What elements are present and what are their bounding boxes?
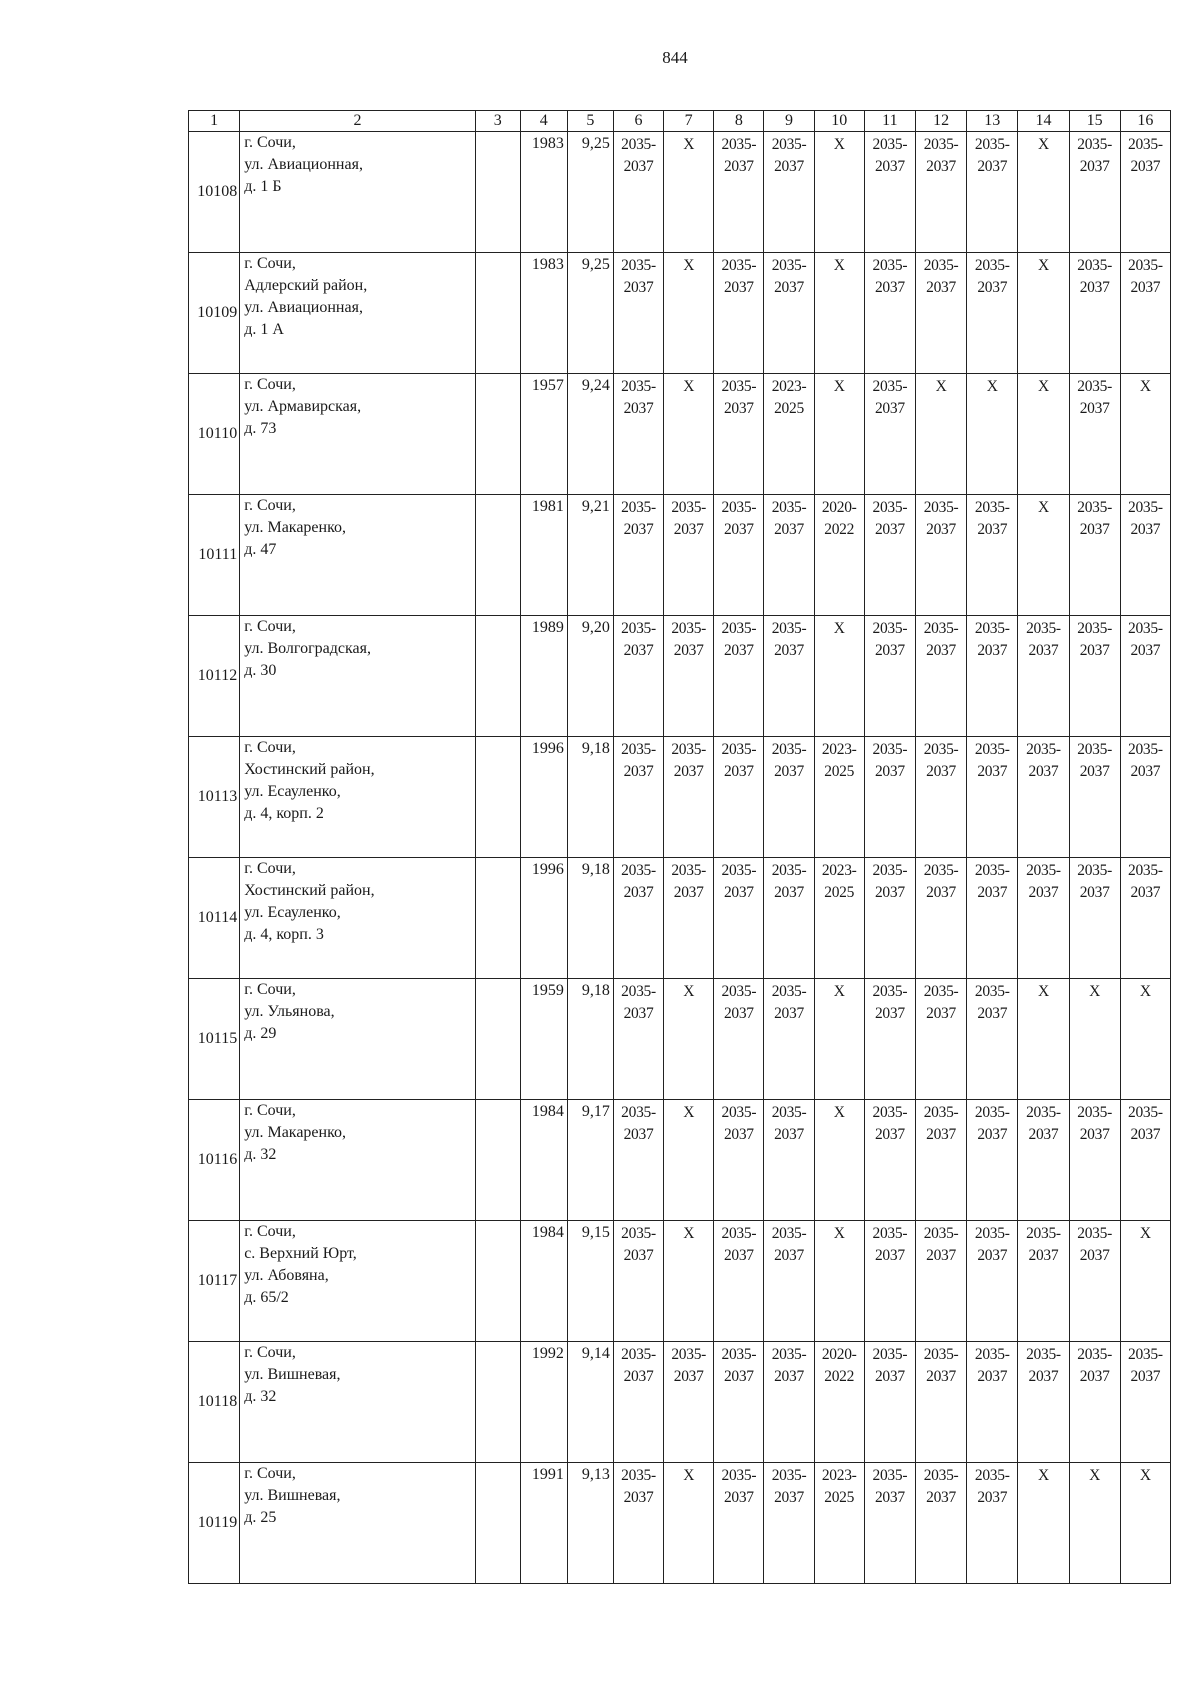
- period-cell-col7: 2035- 2037: [664, 1342, 714, 1463]
- period-cell-col15: 2035- 2037: [1069, 858, 1120, 979]
- col3-cell: [475, 1342, 520, 1463]
- table-row: [189, 132, 1171, 253]
- period-cell-col11: 2035- 2037: [864, 374, 915, 495]
- row-number: 10119: [189, 1463, 240, 1584]
- period-cell-col13: 2035- 2037: [967, 1342, 1018, 1463]
- period-cell-col14: X: [1018, 132, 1069, 253]
- period-cell-col9: 2035- 2037: [764, 737, 814, 858]
- period-cell-col15: 2035- 2037: [1069, 374, 1120, 495]
- period-cell-col16: 2035- 2037: [1120, 858, 1170, 979]
- period-cell-col12: 2035- 2037: [915, 1463, 966, 1584]
- value-cell: 9,18: [567, 858, 613, 979]
- period-cell-col8: 2035- 2037: [714, 737, 764, 858]
- page-number: 844: [662, 48, 688, 67]
- year-cell: 1989: [520, 616, 567, 737]
- period-cell-col7: 2035- 2037: [664, 495, 714, 616]
- col3-cell: [475, 1463, 520, 1584]
- row-number: 10109: [189, 253, 240, 374]
- address-cell: г. Сочи, с. Верхний Юрт, ул. Абовяна, д. 65/2: [240, 1221, 476, 1342]
- period-cell-col12: 2035- 2037: [915, 1342, 966, 1463]
- period-cell-col9: 2035- 2037: [764, 1342, 814, 1463]
- period-cell-col6: 2035- 2037: [613, 495, 663, 616]
- column-header-4: 4: [520, 111, 567, 132]
- col3-cell: [475, 858, 520, 979]
- period-cell-col15: 2035- 2037: [1069, 132, 1120, 253]
- row-number: 10115: [189, 979, 240, 1100]
- row-number: 10114: [189, 858, 240, 979]
- address-cell: г. Сочи, Хостинский район, ул. Есауленко, д. 4, корп. 2: [240, 737, 476, 858]
- col3-cell: [475, 495, 520, 616]
- period-cell-col11: 2035- 2037: [864, 253, 915, 374]
- address-cell: г. Сочи, Хостинский район, ул. Есауленко, д. 4, корп. 3: [240, 858, 476, 979]
- period-cell-col7: 2035- 2037: [664, 858, 714, 979]
- table-row: [189, 1463, 1171, 1584]
- value-cell: 9,25: [567, 253, 613, 374]
- period-cell-col15: 2035- 2037: [1069, 253, 1120, 374]
- period-cell-col10: X: [814, 1221, 864, 1342]
- table-row: [189, 1342, 1171, 1463]
- period-cell-col9: 2035- 2037: [764, 132, 814, 253]
- col3-cell: [475, 616, 520, 737]
- period-cell-col16: 2035- 2037: [1120, 495, 1170, 616]
- period-cell-col13: X: [967, 374, 1018, 495]
- period-cell-col11: 2035- 2037: [864, 979, 915, 1100]
- period-cell-col13: 2035- 2037: [967, 737, 1018, 858]
- address-cell: г. Сочи, ул. Авиационная, д. 1 Б: [240, 132, 476, 253]
- period-cell-col13: 2035- 2037: [967, 132, 1018, 253]
- period-cell-col16: 2035- 2037: [1120, 253, 1170, 374]
- period-cell-col7: X: [664, 1463, 714, 1584]
- period-cell-col8: 2035- 2037: [714, 1342, 764, 1463]
- period-cell-col12: 2035- 2037: [915, 737, 966, 858]
- column-header-3: 3: [475, 111, 520, 132]
- period-cell-col6: 2035- 2037: [613, 737, 663, 858]
- period-cell-col9: 2035- 2037: [764, 616, 814, 737]
- year-cell: 1991: [520, 1463, 567, 1584]
- column-header-8: 8: [714, 111, 764, 132]
- period-cell-col6: 2035- 2037: [613, 1100, 663, 1221]
- row-number: 10111: [189, 495, 240, 616]
- period-cell-col8: 2035- 2037: [714, 374, 764, 495]
- year-cell: 1984: [520, 1100, 567, 1221]
- period-cell-col6: 2035- 2037: [613, 616, 663, 737]
- period-cell-col6: 2035- 2037: [613, 979, 663, 1100]
- period-cell-col7: X: [664, 253, 714, 374]
- period-cell-col14: X: [1018, 374, 1069, 495]
- period-cell-col14: 2035- 2037: [1018, 1342, 1069, 1463]
- period-cell-col14: 2035- 2037: [1018, 737, 1069, 858]
- year-cell: 1984: [520, 1221, 567, 1342]
- period-cell-col9: 2035- 2037: [764, 495, 814, 616]
- period-cell-col10: X: [814, 1100, 864, 1221]
- period-cell-col9: 2023- 2025: [764, 374, 814, 495]
- period-cell-col11: 2035- 2037: [864, 737, 915, 858]
- period-cell-col11: 2035- 2037: [864, 1342, 915, 1463]
- period-cell-col14: 2035- 2037: [1018, 858, 1069, 979]
- table-row: [189, 374, 1171, 495]
- period-cell-col8: 2035- 2037: [714, 132, 764, 253]
- period-cell-col6: 2035- 2037: [613, 132, 663, 253]
- period-cell-col15: 2035- 2037: [1069, 1221, 1120, 1342]
- year-cell: 1996: [520, 858, 567, 979]
- table-row: [189, 858, 1171, 979]
- column-header-5: 5: [567, 111, 613, 132]
- period-cell-col10: X: [814, 616, 864, 737]
- period-cell-col13: 2035- 2037: [967, 1463, 1018, 1584]
- year-cell: 1983: [520, 132, 567, 253]
- period-cell-col15: 2035- 2037: [1069, 1342, 1120, 1463]
- table-row: [189, 1221, 1171, 1342]
- period-cell-col8: 2035- 2037: [714, 858, 764, 979]
- period-cell-col7: X: [664, 979, 714, 1100]
- period-cell-col15: 2035- 2037: [1069, 495, 1120, 616]
- period-cell-col6: 2035- 2037: [613, 1463, 663, 1584]
- value-cell: 9,17: [567, 1100, 613, 1221]
- period-cell-col12: 2035- 2037: [915, 979, 966, 1100]
- address-cell: г. Сочи, ул. Волгоградская, д. 30: [240, 616, 476, 737]
- year-cell: 1959: [520, 979, 567, 1100]
- period-cell-col10: X: [814, 253, 864, 374]
- period-cell-col14: 2035- 2037: [1018, 616, 1069, 737]
- period-cell-col13: 2035- 2037: [967, 616, 1018, 737]
- period-cell-col15: X: [1069, 979, 1120, 1100]
- period-cell-col16: 2035- 2037: [1120, 616, 1170, 737]
- value-cell: 9,13: [567, 1463, 613, 1584]
- period-cell-col9: 2035- 2037: [764, 1100, 814, 1221]
- address-cell: г. Сочи, ул. Макаренко, д. 47: [240, 495, 476, 616]
- period-cell-col7: X: [664, 1100, 714, 1221]
- period-cell-col13: 2035- 2037: [967, 253, 1018, 374]
- column-header-16: 16: [1120, 111, 1170, 132]
- period-cell-col11: 2035- 2037: [864, 1100, 915, 1221]
- period-cell-col9: 2035- 2037: [764, 858, 814, 979]
- period-cell-col9: 2035- 2037: [764, 979, 814, 1100]
- period-cell-col11: 2035- 2037: [864, 1463, 915, 1584]
- period-cell-col12: 2035- 2037: [915, 495, 966, 616]
- period-cell-col12: 2035- 2037: [915, 253, 966, 374]
- period-cell-col8: 2035- 2037: [714, 1463, 764, 1584]
- period-cell-col8: 2035- 2037: [714, 1100, 764, 1221]
- period-cell-col16: X: [1120, 1463, 1170, 1584]
- period-cell-col13: 2035- 2037: [967, 1100, 1018, 1221]
- col3-cell: [475, 1100, 520, 1221]
- address-cell: г. Сочи, ул. Макаренко, д. 32: [240, 1100, 476, 1221]
- period-cell-col12: X: [915, 374, 966, 495]
- table-body: [189, 132, 1171, 1584]
- row-number: 10108: [189, 132, 240, 253]
- period-cell-col13: 2035- 2037: [967, 858, 1018, 979]
- value-cell: 9,18: [567, 979, 613, 1100]
- period-cell-col16: X: [1120, 374, 1170, 495]
- period-cell-col12: 2035- 2037: [915, 616, 966, 737]
- col3-cell: [475, 253, 520, 374]
- column-header-2: 2: [240, 111, 476, 132]
- table-row: [189, 616, 1171, 737]
- period-cell-col14: X: [1018, 495, 1069, 616]
- period-cell-col15: 2035- 2037: [1069, 1100, 1120, 1221]
- col3-cell: [475, 979, 520, 1100]
- period-cell-col8: 2035- 2037: [714, 1221, 764, 1342]
- period-cell-col14: X: [1018, 979, 1069, 1100]
- column-header-9: 9: [764, 111, 814, 132]
- year-cell: 1957: [520, 374, 567, 495]
- column-header-15: 15: [1069, 111, 1120, 132]
- year-cell: 1996: [520, 737, 567, 858]
- period-cell-col9: 2035- 2037: [764, 253, 814, 374]
- period-cell-col6: 2035- 2037: [613, 374, 663, 495]
- column-header-13: 13: [967, 111, 1018, 132]
- period-cell-col16: 2035- 2037: [1120, 132, 1170, 253]
- column-header-7: 7: [664, 111, 714, 132]
- value-cell: 9,25: [567, 132, 613, 253]
- period-cell-col6: 2035- 2037: [613, 253, 663, 374]
- row-number: 10110: [189, 374, 240, 495]
- period-cell-col10: 2023- 2025: [814, 1463, 864, 1584]
- period-cell-col8: 2035- 2037: [714, 495, 764, 616]
- period-cell-col11: 2035- 2037: [864, 132, 915, 253]
- column-header-6: 6: [613, 111, 663, 132]
- col3-cell: [475, 374, 520, 495]
- period-cell-col7: 2035- 2037: [664, 616, 714, 737]
- period-cell-col7: X: [664, 1221, 714, 1342]
- period-cell-col11: 2035- 2037: [864, 495, 915, 616]
- period-cell-col11: 2035- 2037: [864, 1221, 915, 1342]
- period-cell-col10: X: [814, 132, 864, 253]
- row-number: 10116: [189, 1100, 240, 1221]
- period-cell-col12: 2035- 2037: [915, 1100, 966, 1221]
- period-cell-col13: 2035- 2037: [967, 495, 1018, 616]
- period-cell-col10: 2023- 2025: [814, 858, 864, 979]
- period-cell-col9: 2035- 2037: [764, 1463, 814, 1584]
- column-header-1: 1: [189, 111, 240, 132]
- period-cell-col10: 2020- 2022: [814, 1342, 864, 1463]
- col3-cell: [475, 132, 520, 253]
- period-cell-col14: X: [1018, 253, 1069, 374]
- period-cell-col10: 2020- 2022: [814, 495, 864, 616]
- period-cell-col6: 2035- 2037: [613, 858, 663, 979]
- period-cell-col16: 2035- 2037: [1120, 1342, 1170, 1463]
- row-number: 10117: [189, 1221, 240, 1342]
- column-header-14: 14: [1018, 111, 1069, 132]
- period-cell-col7: X: [664, 374, 714, 495]
- table-row: [189, 253, 1171, 374]
- value-cell: 9,21: [567, 495, 613, 616]
- value-cell: 9,18: [567, 737, 613, 858]
- column-header-11: 11: [864, 111, 915, 132]
- col3-cell: [475, 1221, 520, 1342]
- period-cell-col14: 2035- 2037: [1018, 1100, 1069, 1221]
- period-cell-col15: 2035- 2037: [1069, 616, 1120, 737]
- period-cell-col10: X: [814, 374, 864, 495]
- period-cell-col16: 2035- 2037: [1120, 737, 1170, 858]
- year-cell: 1981: [520, 495, 567, 616]
- year-cell: 1992: [520, 1342, 567, 1463]
- row-number: 10112: [189, 616, 240, 737]
- value-cell: 9,24: [567, 374, 613, 495]
- period-cell-col8: 2035- 2037: [714, 616, 764, 737]
- period-cell-col10: 2023- 2025: [814, 737, 864, 858]
- value-cell: 9,14: [567, 1342, 613, 1463]
- period-cell-col14: X: [1018, 1463, 1069, 1584]
- table-row: [189, 979, 1171, 1100]
- period-cell-col7: 2035- 2037: [664, 737, 714, 858]
- period-cell-col8: 2035- 2037: [714, 253, 764, 374]
- period-cell-col16: 2035- 2037: [1120, 1100, 1170, 1221]
- period-cell-col13: 2035- 2037: [967, 979, 1018, 1100]
- value-cell: 9,15: [567, 1221, 613, 1342]
- address-cell: г. Сочи, ул. Вишневая, д. 25: [240, 1463, 476, 1584]
- column-header-10: 10: [814, 111, 864, 132]
- address-cell: г. Сочи, ул. Вишневая, д. 32: [240, 1342, 476, 1463]
- period-cell-col6: 2035- 2037: [613, 1221, 663, 1342]
- period-cell-col8: 2035- 2037: [714, 979, 764, 1100]
- period-cell-col16: X: [1120, 1221, 1170, 1342]
- period-cell-col12: 2035- 2037: [915, 1221, 966, 1342]
- address-cell: г. Сочи, ул. Ульянова, д. 29: [240, 979, 476, 1100]
- period-cell-col15: X: [1069, 1463, 1120, 1584]
- table-row: [189, 1100, 1171, 1221]
- address-cell: г. Сочи, ул. Армавирская, д. 73: [240, 374, 476, 495]
- period-cell-col7: X: [664, 132, 714, 253]
- row-number: 10113: [189, 737, 240, 858]
- row-number: 10118: [189, 1342, 240, 1463]
- table-row: [189, 737, 1171, 858]
- year-cell: 1983: [520, 253, 567, 374]
- period-cell-col9: 2035- 2037: [764, 1221, 814, 1342]
- column-header-12: 12: [915, 111, 966, 132]
- period-cell-col15: 2035- 2037: [1069, 737, 1120, 858]
- period-cell-col11: 2035- 2037: [864, 616, 915, 737]
- table-row: [189, 495, 1171, 616]
- period-cell-col12: 2035- 2037: [915, 132, 966, 253]
- period-cell-col16: X: [1120, 979, 1170, 1100]
- col3-cell: [475, 737, 520, 858]
- period-cell-col13: 2035- 2037: [967, 1221, 1018, 1342]
- value-cell: 9,20: [567, 616, 613, 737]
- header-row: [189, 111, 1171, 132]
- period-cell-col11: 2035- 2037: [864, 858, 915, 979]
- period-cell-col10: X: [814, 979, 864, 1100]
- address-cell: г. Сочи, Адлерский район, ул. Авиационная, д. 1 А: [240, 253, 476, 374]
- period-cell-col14: 2035- 2037: [1018, 1221, 1069, 1342]
- period-cell-col12: 2035- 2037: [915, 858, 966, 979]
- data-table: [188, 110, 1171, 1584]
- period-cell-col6: 2035- 2037: [613, 1342, 663, 1463]
